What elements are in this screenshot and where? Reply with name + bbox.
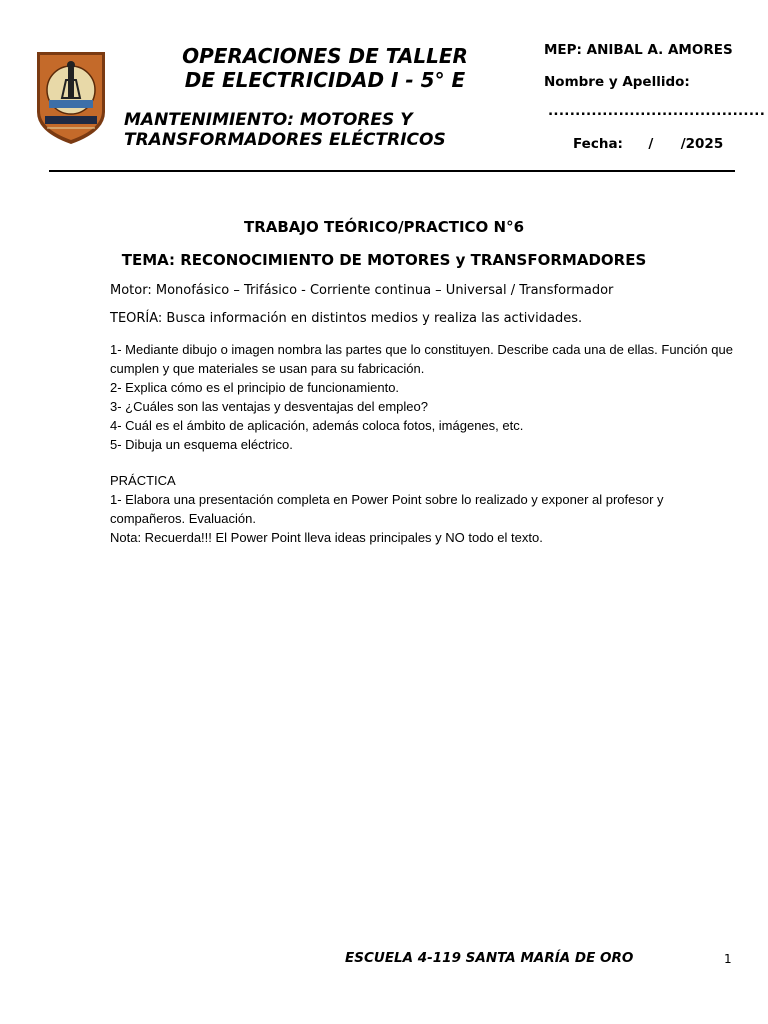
- student-name-blank[interactable]: ........................................: [548, 103, 766, 119]
- activity-item-1: 1- Mediante dibujo o imagen nombra las partes que lo constituyen. Describe cada una de ellas. Función que cumplen y que materiales se usan para su fabricación.: [110, 342, 733, 376]
- date-separator: /: [648, 136, 654, 152]
- topic-heading: TEMA: RECONOCIMIENTO DE MOTORES y TRANSFORMADORES: [121, 251, 647, 269]
- activity-item-3: 3- ¿Cuáles son las ventajas y desventajas del empleo?: [110, 399, 428, 414]
- practice-section: [110, 471, 740, 547]
- subtitle-line-2: TRANSFORMADORES ELÉCTRICOS: [124, 130, 446, 150]
- document-subtitle: [124, 110, 524, 150]
- document-title-line-1: OPERACIONES DE TALLER: [182, 44, 468, 68]
- practice-note: Nota: Recuerda!!! El Power Point lleva ideas principales y NO todo el texto.: [110, 530, 543, 545]
- date-field[interactable]: [573, 136, 723, 152]
- activity-item-4: 4- Cuál es el ámbito de aplicación, además coloca fotos, imágenes, etc.: [110, 418, 524, 433]
- date-label: Fecha:: [573, 136, 623, 152]
- practice-item-1: 1- Elabora una presentación completa en Power Point sobre lo realizado y exponer al profesor y compañeros. Evaluación.: [110, 492, 664, 526]
- teacher-name: MEP: ANIBAL A. AMORES: [544, 42, 733, 58]
- header-divider: [49, 170, 735, 172]
- activity-list: [110, 340, 740, 454]
- school-crest-icon: [35, 50, 107, 146]
- date-year: /2025: [680, 136, 724, 152]
- school-footer: ESCUELA 4-119 SANTA MARÍA DE ORO: [345, 950, 634, 966]
- motor-types-line: Motor: Monofásico – Trifásico - Corriente continua – Universal / Transformador: [110, 283, 614, 298]
- document-title-line-2: DE ELECTRICIDAD I - 5° E: [184, 68, 466, 92]
- activity-item-2: 2- Explica cómo es el principio de funcionamiento.: [110, 380, 400, 395]
- theory-instruction: TEORÍA: Busca información en distintos medios y realiza las actividades.: [110, 311, 583, 326]
- activity-item-5: 5- Dibuja un esquema eléctrico.: [110, 437, 293, 452]
- page-number: 1: [724, 952, 732, 966]
- subtitle-line-1: MANTENIMIENTO: MOTORES Y: [124, 110, 413, 130]
- work-title: TRABAJO TEÓRICO/PRACTICO N°6: [243, 218, 525, 236]
- practice-heading: PRÁCTICA: [110, 473, 176, 488]
- student-name-label: Nombre y Apellido:: [544, 74, 690, 90]
